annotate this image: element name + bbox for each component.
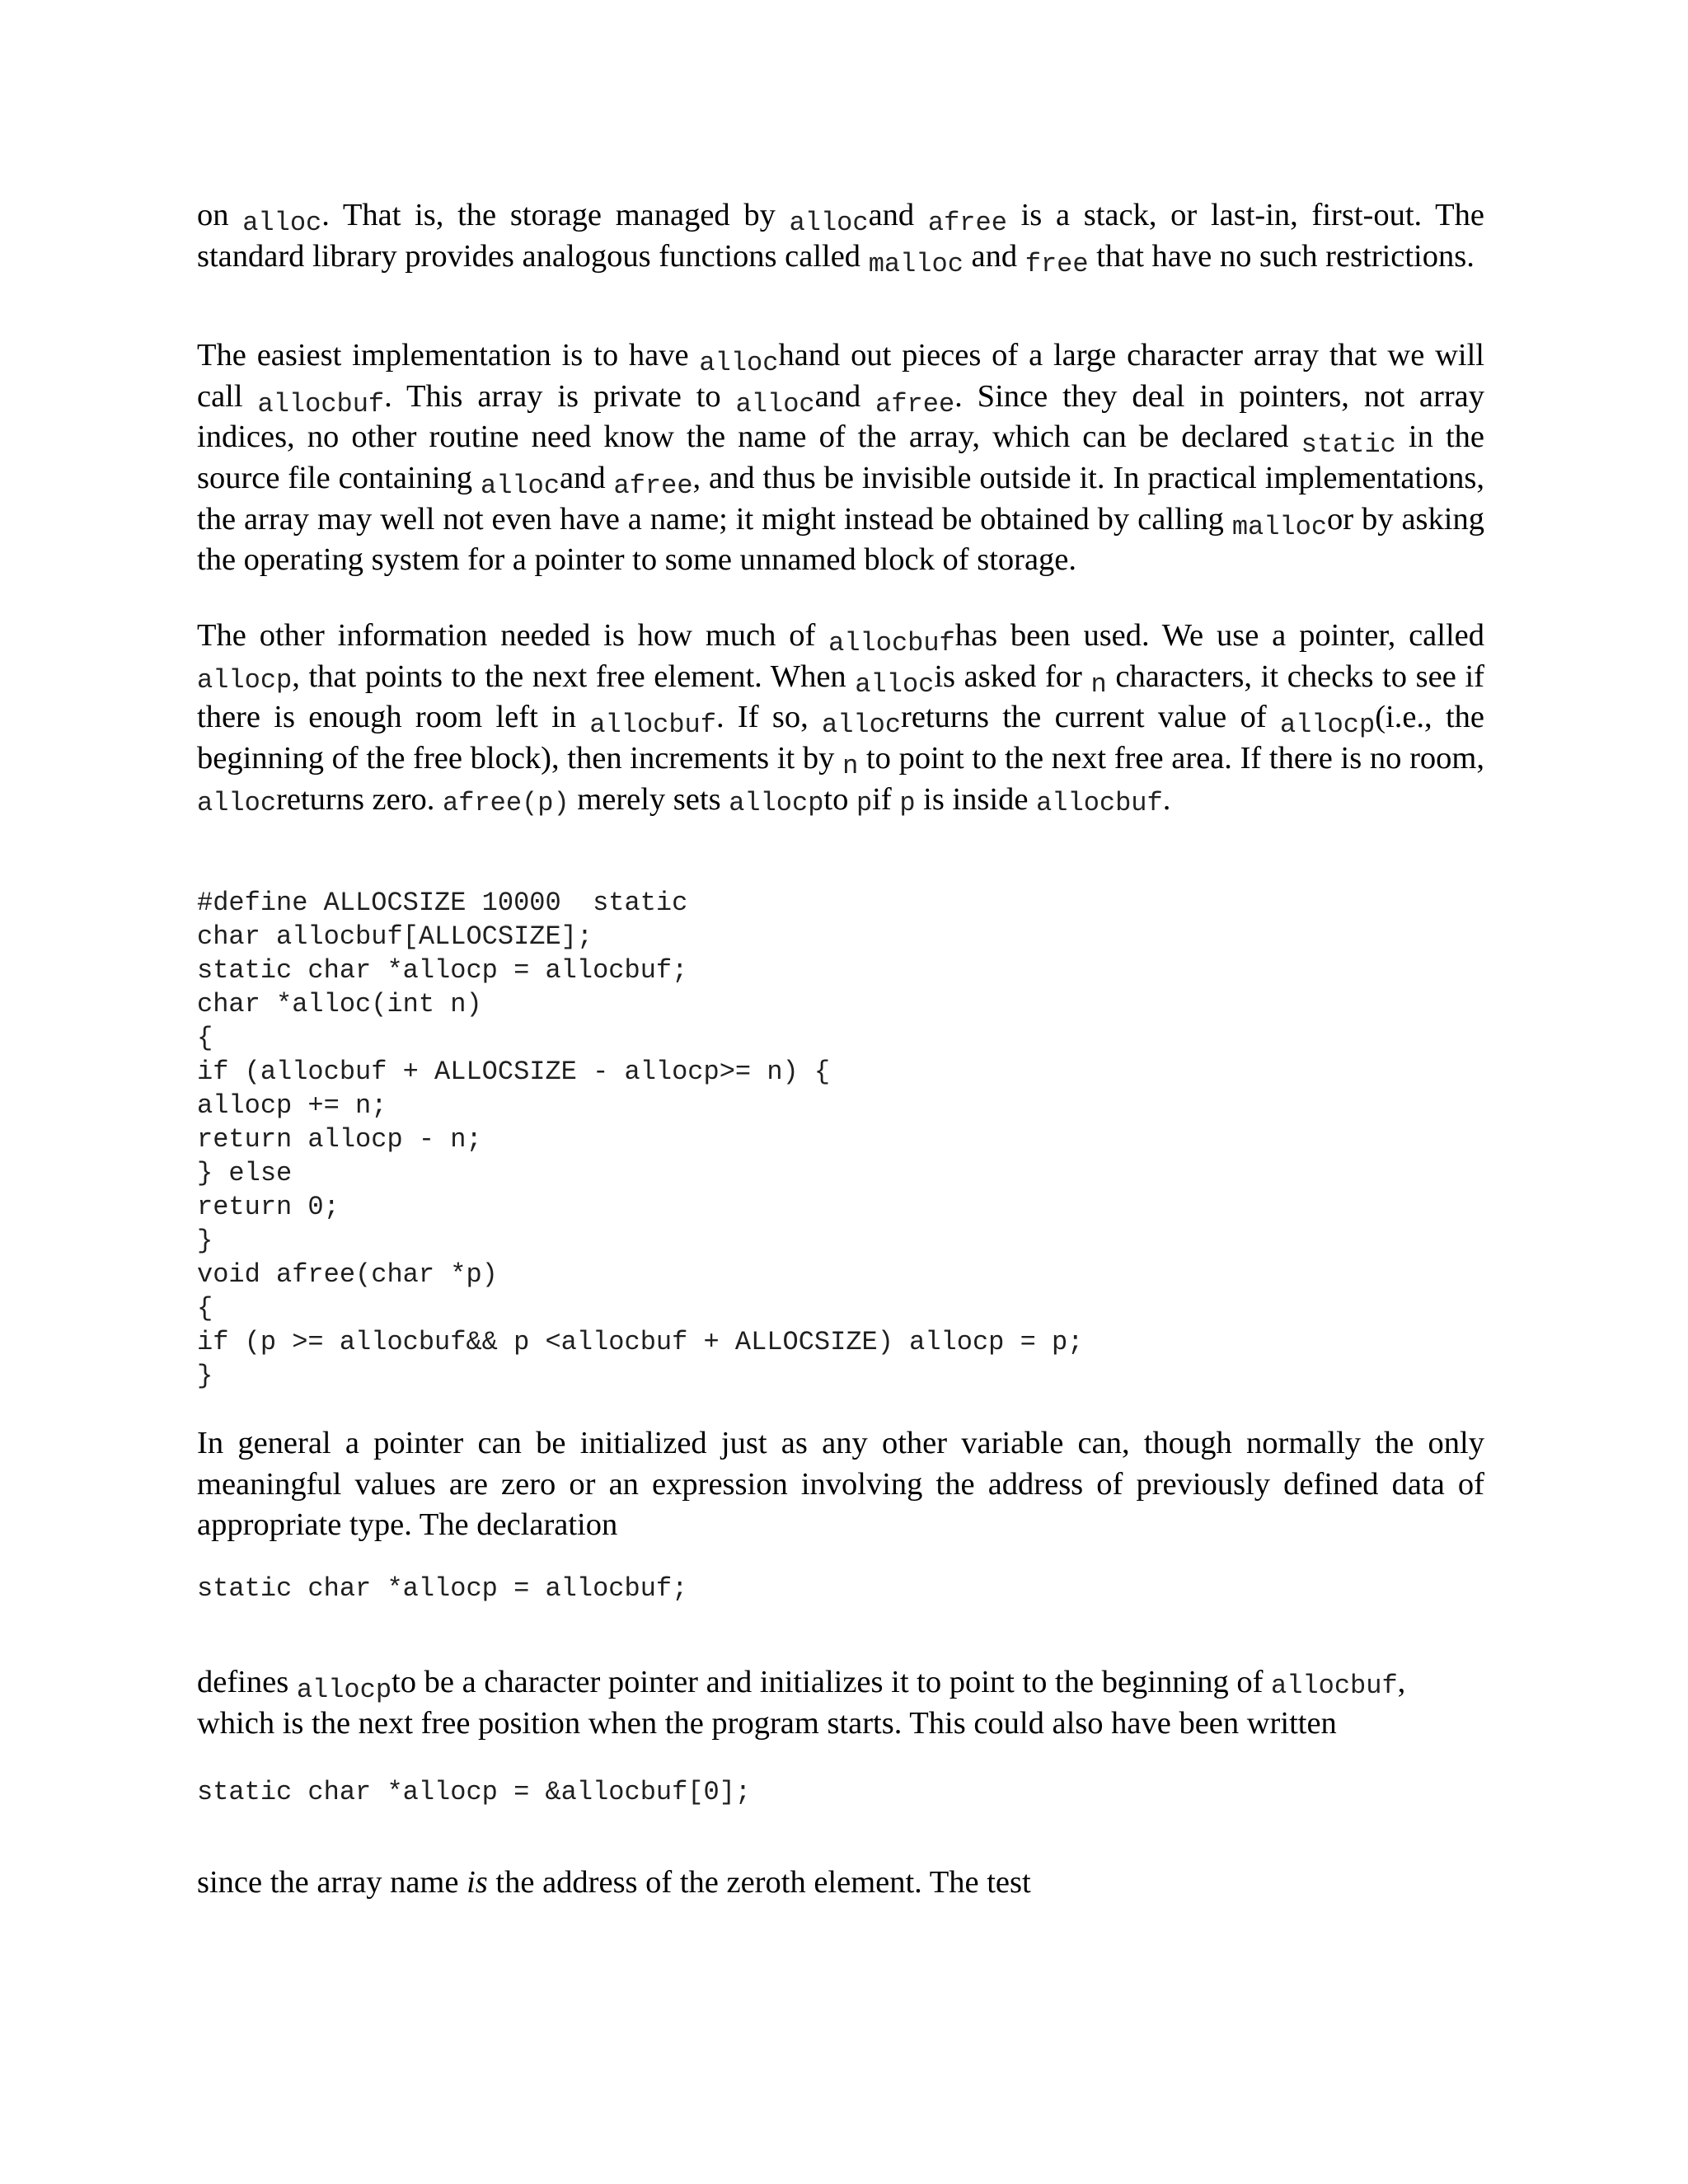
text-segment: and [560, 460, 614, 495]
inline-code: allocp [729, 787, 824, 818]
text-segment: . If so, [715, 700, 822, 735]
text-segment: returns zero. [276, 781, 443, 817]
text-segment: . [1162, 781, 1171, 817]
code-line: static char *allocp = allocbuf; [197, 1573, 688, 1604]
text-segment: (i.e., the beginning of the free block), then increments it by [197, 700, 1493, 776]
text-segment: . Since they deal in pointers, not array indices, no other routine need know the name of the array, which can be declared [197, 378, 1493, 455]
text-segment: hand out pieces of a large character array that we will call [197, 338, 1493, 414]
code-line: char allocbuf[ALLOCSIZE]; [197, 921, 593, 952]
text-segment: is asked for [934, 658, 1091, 694]
code-line: } [197, 1226, 213, 1256]
inline-code: afree [927, 208, 1007, 238]
inline-code: allocp [296, 1675, 392, 1705]
text-segment: to point to the next free area. If there is no room, [858, 740, 1493, 776]
code-line: { [197, 1293, 213, 1324]
text-segment: that have no such restrictions. [1088, 238, 1475, 274]
inline-code: allocp [197, 664, 293, 696]
code-alloc-afree [197, 886, 1083, 1393]
inline-code: alloc [735, 388, 815, 419]
text-segment: the address of the zeroth element. The test [487, 1865, 1031, 1900]
inline-code: n [842, 750, 859, 781]
inline-code: alloc [699, 348, 779, 378]
code-line: } [197, 1361, 213, 1391]
inline-code: static [1301, 429, 1396, 461]
text-segment: is inside [915, 781, 1037, 817]
text-segment: merely sets [569, 781, 729, 817]
inline-code: allocbuf [1036, 787, 1163, 818]
code-line: allocp += n; [197, 1090, 387, 1121]
code-line: if (p >= allocbuf&& p <allocbuf + ALLOCSIZE) allocp = p; [197, 1327, 1084, 1357]
inline-code: allocbuf [828, 628, 955, 658]
inline-code: alloc [242, 208, 322, 238]
text-segment: has been used. We use a pointer, called [954, 618, 1493, 653]
code-alternative-declaration [197, 1775, 751, 1809]
emphasis-text: is [467, 1865, 488, 1900]
text-segment: since the array name [197, 1865, 467, 1900]
text-segment: and [868, 198, 928, 232]
inline-code: p [856, 787, 873, 818]
paragraph-implementation [197, 335, 1493, 581]
text-segment: In general a pointer can be initialized just as any other variable can, though normally the only meaningful values are zero or an expression involving the address of previously defined data of appropriate type. The declaration [197, 1426, 1493, 1543]
code-line: return allocp - n; [197, 1124, 482, 1155]
text-segment: or by asking the operating system for a pointer to some unnamed block of storage. [197, 501, 1493, 578]
code-line: char *alloc(int n) [197, 989, 482, 1019]
text-segment: to [823, 781, 856, 817]
text-segment: . This array is private to [384, 378, 736, 414]
code-line: void afree(char *p) [197, 1259, 498, 1290]
inline-code: alloc [822, 710, 902, 741]
text-segment: to be a character pointer and initializes it to point to the beginning of [392, 1665, 1272, 1699]
code-line: static char *allocp = allocbuf; [197, 955, 688, 986]
paragraph-array-name [197, 1863, 1484, 1904]
text-segment: returns the current value of [901, 700, 1280, 735]
inline-code: allocbuf [1271, 1671, 1398, 1701]
code-line: return 0; [197, 1192, 340, 1222]
inline-code: allocbuf [257, 388, 385, 419]
text-segment: characters, it checks to see if there is enough room left in [197, 658, 1493, 735]
inline-code: malloc [868, 248, 964, 279]
text-segment: in the source file containing [197, 419, 1493, 495]
inline-code: allocp [1279, 710, 1376, 741]
inline-code: afree(p) [443, 787, 570, 818]
inline-code: n [1090, 668, 1107, 700]
text-segment: , and thus be invisible outside it. In practical implementations, the array may well not even have a name; it might instead be obtained by calling [197, 460, 1493, 537]
paragraph-alloc-stack [197, 195, 1493, 279]
inline-code: alloc [197, 787, 277, 818]
text-segment: and [963, 238, 1025, 274]
text-segment: , which is the next free position when the program starts. This could also have been written [197, 1665, 1414, 1741]
code-line: static char *allocp = &allocbuf[0]; [197, 1777, 752, 1807]
inline-code: afree [613, 470, 693, 501]
text-segment: and [814, 378, 876, 414]
code-declaration [197, 1572, 687, 1605]
text-segment: The other information needed is how much of [197, 618, 829, 653]
inline-code: free [1025, 248, 1089, 279]
inline-code: allocbuf [589, 710, 716, 741]
text-segment: defines [197, 1665, 297, 1699]
text-segment: The easiest implementation is to have [197, 338, 700, 373]
code-line: } else [197, 1158, 293, 1188]
inline-code: afree [875, 388, 955, 419]
inline-code: alloc [855, 668, 935, 700]
code-line: { [197, 1023, 213, 1053]
code-line: if (allocbuf + ALLOCSIZE - allocp>= n) { [197, 1057, 831, 1087]
text-segment: on [197, 198, 243, 232]
paragraph-defines-allocp [197, 1662, 1484, 1744]
inline-code: alloc [789, 208, 869, 238]
text-segment: is a stack, or last-in, first-out. The standard library provides analogous functions called [197, 198, 1493, 274]
text-segment: if [872, 781, 900, 817]
paragraph-other-information [197, 616, 1493, 820]
inline-code: malloc [1231, 511, 1328, 542]
paragraph-pointer-initialization [197, 1423, 1493, 1546]
text-segment: . That is, the storage managed by [321, 198, 790, 232]
inline-code: alloc [481, 470, 560, 501]
inline-code: p [899, 787, 916, 818]
text-segment: , that points to the next free element. When [292, 658, 856, 694]
code-line: #define ALLOCSIZE 10000 static [197, 888, 688, 918]
